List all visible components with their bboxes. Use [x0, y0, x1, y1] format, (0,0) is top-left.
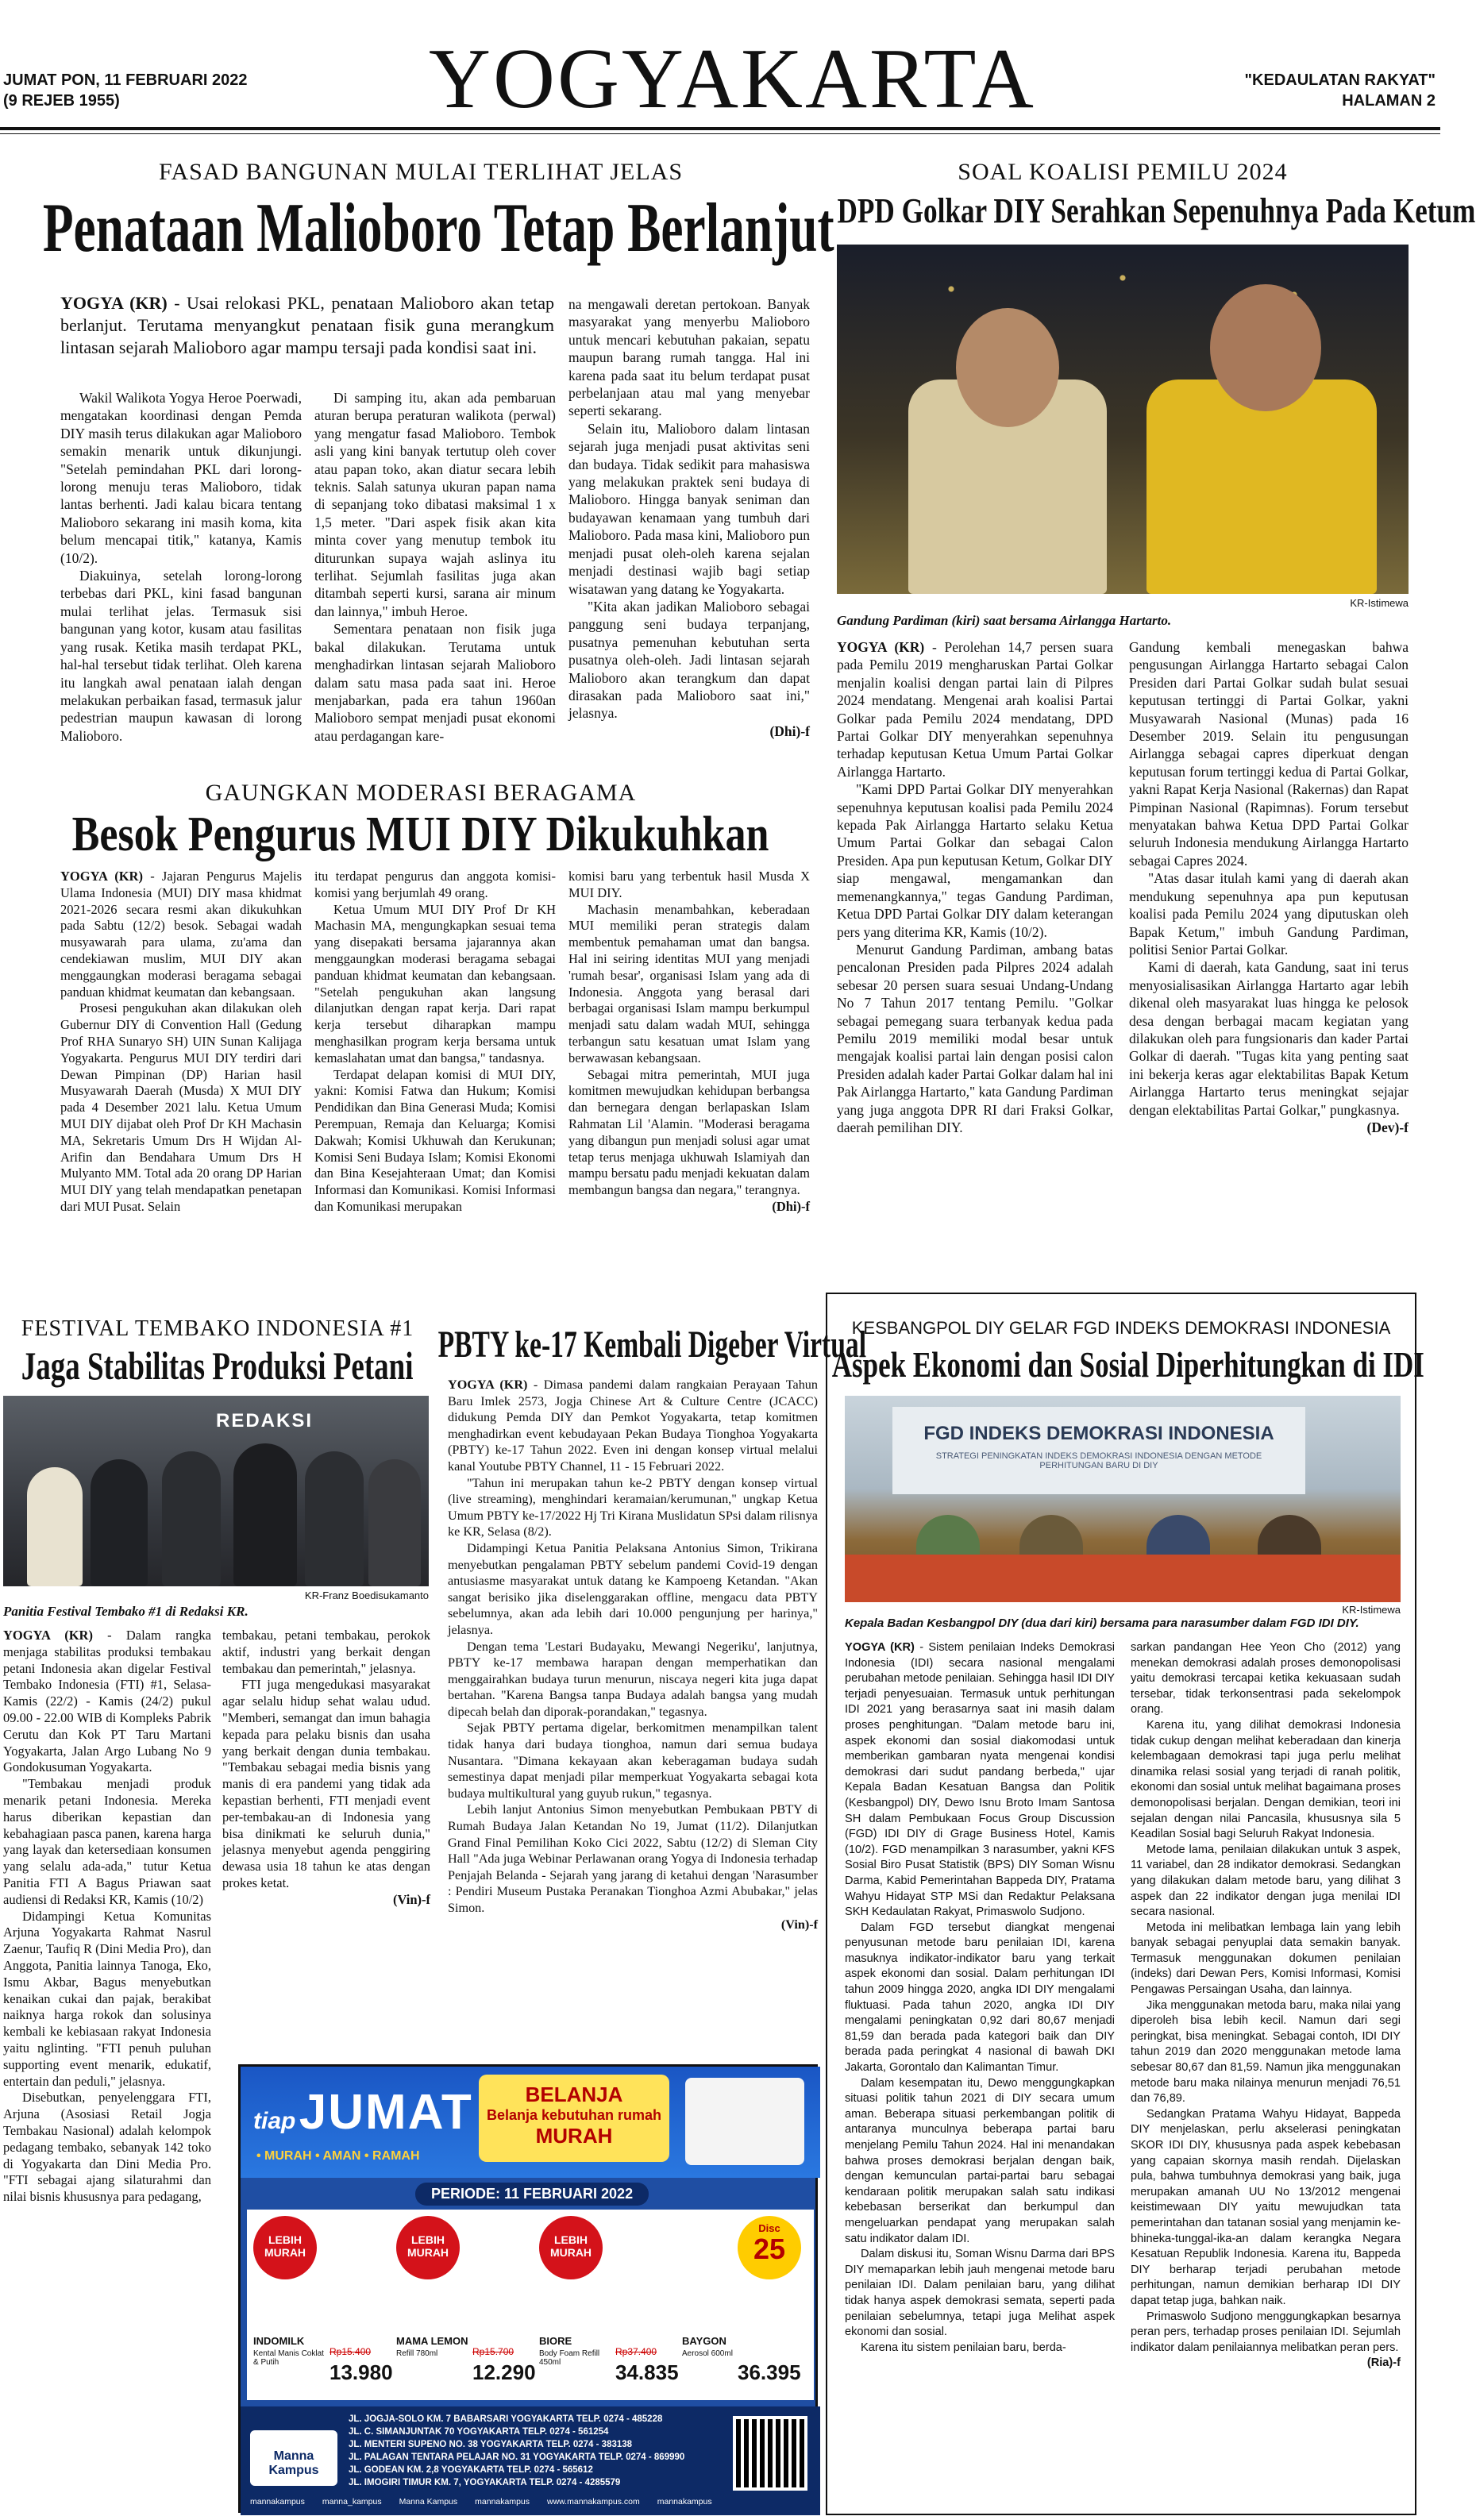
motto: "KEDAULATAN RAKYAT" — [1244, 71, 1436, 89]
product-desc: Aerosol 600ml — [682, 2349, 733, 2358]
paragraph: Kami di daerah, kata Gandung, saat ini terus menyosialisasikan Airlangga Hartarto agar lebih dikenal oleh masyarakat luas hingga ke pelosok desa dengan berbagai macam kegiatan yang dilakukan oleh para fungsionaris dan kader Partai Golkar di daerah. "Tugas kita yang penting saat ini bekerja keras agar elektabilitas Bapak Ketum Airlangga Hartarto terus meningkat sejajar dengan elektabilitas Partai Golkar," pungkasnya. — [1129, 959, 1409, 1118]
banner-subtitle: STRATEGI PENINGKATAN INDEKS DEMOKRASI INDONESIA DENGAN METODE PERHITUNGAN BARU DI DIY — [935, 1451, 1262, 1470]
ad-brand-title: JUMAT — [299, 2085, 473, 2140]
person — [233, 1443, 297, 1586]
paragraph: "Atas dasar itulah kami yang di daerah akan mendukung sepenuhnya apa pun keputusan koalisi pada Pemilu 2024 yang diputuskan oleh Bapak Ketum," imbuh Gandung Pardiman, politisi Senior Partai Golkar. — [1129, 870, 1409, 958]
paragraph: - Dalam rangka menjaga stabilitas produksi tembakau petani Indonesia akan digelar Festival Tembako Indonesia (FTI) #1, Selasa-Kamis (22/2) - Kamis (24/2) pukul 09.00 - 22.00 WIB di Kompleks Pabrik Cerutu dan Kok PT Taru Martani Yogyakarta, Jalan Argo Lubang No 9 Gondokusuman Yogyakarta. — [3, 1628, 211, 1775]
paragraph: - Perolehan 14,7 persen suara pada Pemilu 2019 mengharuskan Partai Golkar menjalin koalisi dengan partai lain di Pilpres 2024 mendatang. Mengenai arah koalisi Partai Golkar pada Pemilu 2024 mendatang, DPD Partai Golkar DIY menyerahkan sepenuhnya terhadap keputusan Ketua Umum Partai Golkar Airlangga Hartarto. — [837, 639, 1113, 780]
product-old-price: Rp37.400 — [615, 2346, 657, 2357]
author-sign: (Ria)-f — [1366, 2356, 1401, 2370]
paragraph: Primaswolo Sudjono menggungkapkan besarnya peran pers, terhadap proses penilaian IDI. Sejumlah indikator dalam penilaiannya melibatkan peran pers. — [1131, 2310, 1401, 2354]
paragraph: Didampingi Ketua Panitia Pelaksana Antonius Simon, Trikirana menyebutkan pengalaman PBTY sebelum pandemi Covid-19 dengan antusiasme masyarakat untuk datang ke Kampoeng Ketandan. "Akan sangat berisiko jika diselenggarakan offline, mengacu data PBTY sebelumnya, akan ada lebih dari 10.000 pengunjung per harinya," jelasnya. — [448, 1540, 818, 1637]
article1-lead — [60, 292, 554, 359]
paragraph: Dengan tema 'Lestari Budayaku, Mewangi Negeriku', lanjutnya, PBTY ke-17 membawa harapan dengan memperhatikan dan menggairahkan budaya turun menurun, niscaya negeri kita juga dapat bertahan. "Karena Bangsa tanpa Budaya adalah bangsa yang mudah dipecah belah dan diporak-porandakan," tegasnya. — [448, 1639, 818, 1719]
paragraph: komisi baru yang terbentuk hasil Musda X MUI DIY. — [568, 869, 810, 900]
address-line: JL. PALAGAN TENTARA PELAJAR NO. 31 YOGYAKARTA TELP. 0274 - 869990 — [349, 2453, 685, 2462]
store-logo: Manna Kampus — [250, 2430, 337, 2486]
paragraph: "Kami DPD Partai Golkar DIY menyerahkan sepenuhnya keputusan koalisi pada Pemilu 2024 kepada Pak Airlangga Hartarto selaku Ketua Umum Partai Golkar dan sebagai Calon Presiden. Apa pun keputusan Ketum, Golkar DIY siap mengawal, mengamankan dan memenangkannya," tegas Gandung Pardiman, Ketua DPD Partai Golkar DIY dalam keterangan pers yang diterima KR, Kamis (10/2). — [837, 781, 1113, 940]
paragraph: Metoda ini melibatkan lembaga lain yang lebih banyak sebagai penyuplai data semakin banyak. Termasuk menggunakan dokumen penilaian (indeks) dari Dewan Pers, Komisi Informasi, Komisi Pengawas Persaingan Usaha, dan lainnya. — [1131, 1921, 1401, 1997]
article6-headline: Aspek Ekonomi dan Sosial Diperhitungkan di IDI — [831, 1344, 1424, 1385]
person — [91, 1459, 148, 1586]
article5-body — [448, 1377, 818, 1932]
product-name: BAYGON — [682, 2335, 726, 2347]
article2-kicker: GAUNGKAN MODERASI BERAGAMA — [205, 780, 637, 806]
social-link: Manna Kampus — [399, 2497, 458, 2507]
paragraph: Sebagai mitra pemerintah, MUI juga komitmen mewujudkan kehidupan berbangsa dan bernegara dengan berlapaskan Islam Rahmatan Lil 'Alamin. "Moderasi beragama yang dibangun pun menjadi solusi agar umat tetap terus menjaga ukhuwah Islamiyah dan mampu bersatu padu menjadi kekuatan dalam membangun bangsa dan negara," terangnya. — [568, 1066, 810, 1198]
article5-headline: PBTY ke-17 Kembali Digeber Virtual — [437, 1324, 867, 1366]
article1-col1 — [60, 389, 302, 745]
paragraph: itu terdapat pengurus dan anggota komisi-komisi yang berjumlah 49 orang. — [314, 869, 556, 900]
product-biore — [539, 2216, 679, 2395]
product-price: 34.835 — [615, 2360, 679, 2384]
face-gandung — [956, 308, 1059, 427]
article3-headline: DPD Golkar DIY Serahkan Sepenuhnya Pada Ketum — [837, 191, 1476, 230]
paragraph: Machasin menambahkan, keberadaan MUI memiliki peran strategis dalam membentuk pemahaman umat dan bangsa. Hal ini seiring identitas MUI yang menjadi 'rumah besar', organisasi Islam yang ada di Indonesia. Anggota yang berasal dari berbagai organisasi Islam mampu berkumpul menjadi satu dalam wadah MUI, sehingga terbangun satu kesatuan umat Islam yang berwawasan kebangsaan. — [568, 901, 810, 1065]
face-airlangga — [1210, 284, 1321, 411]
ad-footer — [241, 2406, 820, 2515]
product-baygon — [682, 2216, 809, 2395]
photo-caption: Panitia Festival Tembako #1 di Redaksi KR. — [3, 1604, 249, 1619]
paragraph: sarkan pandangan Hee Yeon Cho (2012) yang menekan demokrasi adalah proses demonopolisasi yaitu demokrasi tercapai ketika kekuasaan sudah tersebar, tidak terkonsentrasi pada sekelompok orang. — [1131, 1641, 1401, 1717]
article4-headline: Jaga Stabilitas Produksi Petani — [21, 1343, 414, 1388]
paragraph: FTI juga mengedukasi masyarakat agar selalu hidup sehat walau udud. "Memberi, semangat dan imun bahagia kepada para pelaku bisnis dan usaha yang berkait dengan dunia tembakau. "Tembakau sebagai media bisnis yang manis di era pandemi yang tidak ada kepastian berhenti, FTI menjadi event per-tembakau-an di Indonesia yang bisa dinikmati ke seluruh dunia," jelasnya menyebut agenda penggiring dewasa usia 18 tahun ke atas dengan prokes ketat. — [222, 1677, 430, 1890]
manna-kampus-ad — [238, 2064, 818, 2513]
ad-bag — [685, 2078, 804, 2165]
ad-period: PERIODE: 11 FEBRUARI 2022 — [415, 2183, 649, 2206]
paragraph: Karena itu, yang dilihat demokrasi Indonesia tidak cukup dengan melihat keberadaan dan kinerja kelembagaan demokrasi tapi juga perlu melihat dinamika relasi sosial yang terjadi di ranah politik, ekonomi dan sosial untuk melihat bagaimana proses demonopolisasi berjalan. Dengan demikian, teori ini sejalan dengan nilai Pancasila, khususnya sila 5 Keadilan Sosial bagi Seluruh Rakyat Indonesia. — [1131, 1718, 1401, 1841]
person — [368, 1459, 421, 1586]
fgd-photo — [845, 1396, 1401, 1602]
paragraph: - Jajaran Pengurus Majelis Ulama Indonesia (MUI) DIY masa khidmat 2021-2026 secara resmi akan dikukuhkan pada Sabtu (12/2) besok. Sebagai wadah musyawarah para ulama, zu'ama dan cendekiawan muslim, MUI DIY akan menggaungkan moderasi beragama sebagai panduan khidmat keumatan dan kebangsaan. — [60, 869, 303, 1000]
paragraph: tembakau, petani tembakau, perokok aktif, industri yang berkait dengan tembakau dan pemerintah," jelasnya. — [222, 1628, 430, 1676]
paragraph: Sedangkan Pratama Wahyu Hidayat, Bappeda DIY menjelaskan, perlu akselerasi peningkatan SKOR IDI DIY, khususnya pada aspek kebebasan yang capaian skornya masih rendah. Dijelaskan pula, bahwa tumbuhnya demokrasi yang baik, juga merupakan amanah UU No 13/2012 mengenai keistimewaan DIY yaitu mewujudkan tata pemerintahan dan tatanan sosial yang menjamin ke-bhineka-tunggal-ika-an dalam kerangka Negara Kesatuan Republik Indonesia. Karena itu, Bappeda DIY berharap terjadi perubahan metode perhitungan, namun demikian berharap IDI DIY dapat tetap juga, bahkan naik. — [1131, 2107, 1401, 2307]
masthead-rule-thin — [0, 133, 1440, 134]
paragraph: - Sistem penilaian Indeks Demokrasi Indonesia (IDI) secara nasional mengalami perubahan metode penilaian. Sehingga hasil IDI DIY terjadi penyesuaian. Termasuk untuk perhitungan IDI 2021 yang berasarnya saat ini masih dalam proses penghitungan. "Dalam metode baru ini, aspek ekonomi dan sosial diakomodasi untuk memberikan gambaran nyata mengenai kondisi demokrasi dari sudut pandang berbeda," ujar Kepala Badan Kesatuan Bangsa dan Politik (Kesbangpol) DIY, Dewo Isnu Broto Imam Santosa SH dalam Pembukaan Focus Group Discussion (FGD) IDI DIY di Grage Business Hotel, Kamis (10/2). FGD menampilkan 3 narasumber, yakni KFS Sosial Biro Pusat Statistik (BPS) DIY Soman Wisnu Darma, Kabid Pemerintahan Bappeda DIY, Pratama Wahyu Hidayat STP MSi dan Redaktur Pelaksana SKH Kedaulatan Rakyat, Primaswolo Sudjono. — [845, 1641, 1115, 1919]
address-list — [349, 2413, 714, 2489]
paragraph: Menurut Gandung Pardiman, ambang batas pencalonan Presiden pada Pilpres 2024 adalah sebesar 20 persen suara sesuai Undang-Undang No 7 Tahun 2017 tentang Pemilu. "Golkar sebagai pemegang suara terbanyak kedua pada Pemilu 2019 memiliki modal besar untuk mengajak koalisi partai lain dengan posisi calon Presiden adalah kader Partai Golkar dalam hal ini Pak Airlangga Hartarto," kata Gandung Pardiman yang juga anggota DPR RI dari Fraksi Golkar, daerah pemilihan DIY. — [837, 941, 1113, 1135]
ad-brand-prefix: tiap — [253, 2108, 296, 2134]
product-name: BIORE — [539, 2335, 572, 2347]
qr-code-icon — [733, 2416, 807, 2491]
redaksi-sign: REDAKSI — [216, 1410, 314, 1431]
article1-headline: Penataan Malioboro Tetap Berlanjut — [42, 190, 834, 267]
paragraph: Dalam FGD tersebut diangkat mengenai penyusunan metode baru penilaian IDI, karena masuknya indikator-indikator baru yang terkait aspek ekonomi dan sosial. Dalam perhitungan IDI tahun 2009 hingga 2020, angka IDI DIY mengalami fluktuasi. Pada tahun 2020, angka IDI DIY mengalami peningkatan 0,92 dari 80,67 menjadi 81,59 dan berada pada kategori baik dan DIY berada pada peringkat 4 nasional di bawah DKI Jakarta, Gorontalo dan Kalimantan Timur. — [845, 1921, 1115, 2075]
address-line: JL. GODEAN KM. 2,8 YOGYAKARTA TELP. 0274 - 565612 — [349, 2465, 593, 2475]
banner-title: FGD INDEKS DEMOKRASI INDONESIA — [923, 1423, 1274, 1444]
golkar-photo — [837, 245, 1409, 594]
article1-col3 — [568, 295, 810, 740]
masthead-rule — [0, 127, 1440, 130]
lead-text: - Usai relokasi PKL, penataan Malioboro akan tetap berlanjut. Terutama menyangkut penataan fisik guna merangkum lintasan sejarah Malioboro agar mampu tersaji pada kondisi saat ini. — [60, 293, 555, 357]
address-line: JL. IMOGIRI TIMUR KM. 7, YOGYAKARTA TELP. 0274 - 4285579 — [349, 2478, 621, 2487]
disc-badge — [738, 2216, 801, 2279]
dateline: YOGYA (KR) — [837, 639, 925, 655]
product-desc: Kental Manis Coklat & Putih — [253, 2349, 324, 2367]
address-line: JL. JOGJA-SOLO KM. 7 BABARSARI YOGYAKARTA TELP. 0274 - 485228 — [349, 2414, 663, 2424]
article2-col2 — [314, 869, 556, 1216]
masthead-title: YOGYAKARTA — [429, 32, 1036, 126]
paragraph: - Dimasa pandemi dalam rangkaian Perayaan Tahun Baru Imlek 2573, Jogja Chinese Art & Culture Centre (JCACC) didukung Pemda DIY dan Pemkot Yogyakarta, tetap komitmen menghadirkan event kebudayaan Pekan Budaya Tionghoa Yogyakarta (PBTY) ke-17 Tahun 2022. Even ini dengan konsep virtual melalui kanal Youtube PBTY Channel, 11 - 15 Februari 2022. — [448, 1378, 818, 1474]
fgd-banner — [892, 1407, 1305, 1494]
product-old-price: Rp15.700 — [472, 2346, 514, 2357]
article4-col2 — [222, 1628, 430, 1909]
paragraph: Sementara penataan non fisik juga bakal dilakukan. Terutama untuk menghadirkan lintasan sejarah Malioboro dalam satu masa pada saat ini. Heroe menjabarkan, pada era tahun 1960an Malioboro sempat menjadi pusat ekonomi atau perdagangan kare- — [314, 621, 556, 744]
article3-kicker: SOAL KOALISI PEMILU 2024 — [958, 159, 1288, 185]
article6-col1 — [845, 1640, 1115, 2356]
social-links — [250, 2497, 814, 2507]
paragraph: Jika menggunakan metoda baru, maka nilai yang diperoleh bisa lebih kecil. Namun dari segi peringkat, bisa meningkat. Sebagai contoh, IDI DIY tahun 2019 dan 2020 menggunakan metode lama sebesar 80,67 dan 81,59. Namun jika menggunakan metode baru maka nilainya menurun menjadi 76,51 dan 76,89. — [1131, 1998, 1401, 2106]
paragraph: Lebih lanjut Antonius Simon menyebutkan Pembukaan PBTY di Rumah Budaya Jalan Ketandan No 19, Jumat (11/2). Dilanjutkan Grand Final Pemilihan Koko Cici 2022, Sabtu (12/2) di Sleman City Hall "Ada juga Webinar Perlawanan orang Yogya di Indonesia terhadap Penjajah Belanda - Sejarah yang jarang di ketahui dengan 'Narasumber : Pendiri Museum Pustaka Peranakan Tionghoa Azmi Abubakar," jelas Simon. — [448, 1802, 818, 1915]
article2-headline: Besok Pengurus MUI DIY Dikukuhkan — [72, 807, 769, 861]
article2-col1 — [60, 869, 302, 1216]
paragraph: "Kita akan jadikan Malioboro sebagai panggung seni budaya terpanjang, pusatnya pemenuhan kebutuhan serta pusatnya oleh-oleh. Jadi lintasan sejarah Malioboro akan terangkum dan dapat dirasakan pada Malioboro saat ini," jelasnya. — [568, 598, 810, 722]
person-airlangga — [1147, 380, 1377, 594]
paragraph: Didampingi Ketua Komunitas Arjuna Yogyakarta Rahmat Nasrul Zaenur, Taufiq R (Dini Media Pro), dan Anggota, Panitia lainnya Tanoga, Eko, Ismu Akbar, Bagus menyebutkan kenaikan cukai dan pajak, berakibat naiknya harga rokok dan solusinya kembali ke kebiasaan rakyat Indonesia yaitu nglinting. "FTI penuh puluhan supporting event menarik, edukatif, entertain dan peduli," jelasnya. — [3, 1908, 211, 2089]
person — [162, 1451, 221, 1586]
masthead-date — [3, 70, 248, 111]
ad-badge-top: BELANJA — [525, 2083, 623, 2106]
paragraph: Ketua Umum MUI DIY Prof Dr KH Machasin MA, mengungkapkan sesuai tema yang disepakati bersama jajarannya akan menggaungkan moderasi beragama sebagai panduan khidmat keumatan dan kebangsaan. "Setelah pengukuhan akan langsung dilanjutkan dengan rapat kerja. Dari rapat kerja tersebut diharapkan mampu menghasilkan program kerja bersama untuk kemaslahatan umat dan bangsa," tandasnya. — [314, 901, 556, 1065]
product-name: MAMA LEMON — [396, 2335, 468, 2347]
product-desc: Refill 780ml — [396, 2349, 438, 2358]
photo-credit: KR-Istimewa — [1350, 597, 1409, 609]
ad-promo-title: Belanja kebutuhan rumah — [486, 2107, 662, 2123]
photo-caption: Kepala Badan Kesbangpol DIY (dua dari kiri) bersama para narasumber dalam FGD IDI DIY. — [845, 1616, 1359, 1630]
social-link: manna_kampus — [322, 2497, 382, 2507]
tembako-photo — [3, 1396, 429, 1586]
disc-value: 25 — [753, 2233, 786, 2265]
disc-label: Disc — [758, 2222, 780, 2234]
paragraph: Gandung kembali menegaskan bahwa pengusungan Airlangga Hartarto sebagai Calon Presiden dari Partai Golkar sudah bulat sesuai keputusan tertinggi di Partai Golkar, yakni Musyawarah Nasional (Munas) pada 16 Desember 2019. Selain itu pengusungan Airlangga sebagai capres diperkuat dengan keputusan forum tertinggi kedua di Partai Golkar, yakni Rapat Kerja Nasional (Rakernas) dan Rapat Pimpinan Nasional (Rapimnas). Forum tersebut menyatakan bahwa Ketua DPD Partai Golkar seluruh Indonesia mendukung Airlangga Hartarto sebagai Capres 2024. — [1129, 639, 1409, 869]
paragraph: Karena itu sistem penilaian baru, berda- — [861, 2341, 1066, 2354]
address-line: JL. C. SIMANJUNTAK 70 YOGYAKARTA TELP. 0274 - 561254 — [349, 2427, 609, 2437]
dateline: YOGYA (KR) — [60, 869, 143, 884]
article6-col2 — [1131, 1640, 1401, 2372]
dateline: YOGYA (KR) — [3, 1628, 93, 1643]
article4-kicker: FESTIVAL TEMBAKO INDONESIA #1 — [21, 1316, 414, 1341]
page-number: HALAMAN 2 — [1342, 92, 1436, 110]
author-sign: (Vin)-f — [392, 1891, 430, 1907]
product-label: LEBIH MURAH — [253, 2216, 317, 2279]
article6-kicker: KESBANGPOL DIY GELAR FGD INDEKS DEMOKRASI INDONESIA — [851, 1318, 1391, 1338]
ad-tagline: • MURAH • AMAN • RAMAH — [256, 2149, 420, 2163]
ad-top — [241, 2067, 820, 2178]
issue-date: JUMAT PON, 11 FEBRUARI 2022 — [3, 71, 248, 89]
photo-credit: KR-Istimewa — [1342, 1604, 1401, 1616]
article1-col2 — [314, 389, 556, 745]
desk — [845, 1555, 1401, 1602]
product-price: 13.980 — [329, 2360, 393, 2384]
social-link: mannakampus — [475, 2497, 530, 2507]
paragraph: Wakil Walikota Yogya Heroe Poerwadi, mengatakan koordinasi dengan Pemda DIY masih terus dilakukan agar Malioboro semakin menarik untuk dikunjungi. "Setelah pemindahan PKL dari lorong-lorong menuju teras Malioboro, tidak lantas berhenti. Jadi kalau bicara tentang Malioboro sekarang ini masih koma, kita belum mencapai titik," katanya, Kamis (10/2). — [60, 390, 302, 566]
article3-col2 — [1129, 638, 1409, 1136]
ad-banner — [479, 2075, 669, 2162]
article1-kicker: FASAD BANGUNAN MULAI TERLIHAT JELAS — [158, 159, 684, 185]
social-link: mannakampus — [657, 2497, 712, 2507]
paragraph: Prosesi pengukuhan akan dilakukan oleh Gubernur DIY di Convention Hall (Gedung Prof RHA Sunaryo SH) UIN Sunan Kalijaga Yogyakarta. Pengurus MUI DIY terdiri dari Dewan Pimpinan (DP) Harian hasil Musyawarah Daerah (Musda) X MUI DIY pada 4 Desember 2021 lalu. Ketua Umum MUI DIY dijabat oleh Prof Dr KH Machasin MA, Sekretaris Umum Drs H Wijdan Al-Arifin dan Bendahara Umum Drs H Mulyanto MM. Total ada 20 orang DP Harian MUI DIY yang telah mendapatkan penetapan dari MUI Pusat. Selain — [60, 1000, 302, 1214]
product-label: LEBIH MURAH — [396, 2216, 460, 2279]
product-mama-lemon — [396, 2216, 536, 2395]
paragraph: Di samping itu, akan ada pembaruan aturan berupa peraturan walikota (perwal) yang mengatur fasad Malioboro. Tembok asli yang kini banyak tertutup oleh cover atau papan toko, akan diatur secara lebih teknis. Salah satunya ukuran papan nama di sepanjang toko dibatasi maksimal 1 x 1,5 meter. "Dari aspek fisik akan kita minta cover yang menutup tembok itu diturunkan supaya wajah aslinya itu terlihat. Sejumlah fasilitas juga akan ditambah seperti kursi, sarana air minum dan lainnya," imbuh Heroe. — [314, 390, 556, 619]
product-desc: Body Foam Refill 450ml — [539, 2349, 600, 2367]
paragraph: "Tahun ini merupakan tahun ke-2 PBTY dengan konsep virtual (live streaming), menghindari keramaian/kerumunan," ungkap Ketua Umum PBTY ke-17/2022 Hj Tri Kirana Muslidatun SPsi dalam rilisnya ke KR, Selasa (8/2). — [448, 1475, 818, 1539]
product-price: 12.290 — [472, 2360, 536, 2384]
product-name: INDOMILK — [253, 2335, 305, 2347]
author-sign: (Dev)-f — [1366, 1119, 1409, 1135]
dateline: YOGYA (KR) — [448, 1378, 528, 1392]
paragraph: Selain itu, Malioboro dalam lintasan sejarah juga menjadi pusat aktivitas seni dan budaya. Tidak sedikit para mahasiswa yang melakukan praktek seni budaya di Malioboro. Hingga banyak seniman dan budayawan kenamaan yang tumbuh dari Malioboro. Pada masa kini, Malioboro pun menjadi pusat oleh-oleh karena sejalan menjadi destinasi wajib bagi setiap wisatawan yang datang ke Yogyakarta. — [568, 420, 810, 597]
ad-brand — [253, 2084, 473, 2140]
product-indomilk — [253, 2216, 393, 2395]
product-label: LEBIH MURAH — [539, 2216, 603, 2279]
paragraph: Metode lama, penilaian dilakukan untuk 3 aspek, 11 variabel, dan 28 indikator demokrasi. Sedangkan yang dilakukan dalam metode baru, yang dilihat 3 aspek dan 22 indikator dengan juga menilai IDI secara nasional. — [1131, 1843, 1401, 1919]
paragraph: Disebutkan, penyelenggara FTI, Arjuna (Asosiasi Retail Jogja Tembakau Nasional) adalah kelompok pedagang tembako, sebanyak 142 toko di Yogyakarta dan Dini Media Pro. "FTI sebagai ajang silaturahmi dan nilai bisnis khususnya para pedagang, — [3, 2090, 211, 2205]
paragraph: na mengawali deretan pertokoan. Banyak masyarakat yang menyerbu Malioboro untuk mencari kebutuhan pakaian, sepatu maupun barang rumah tangga. Hal ini karena pada saat itu belum terdapat pusat perbelanjaan atau mal yang menyebar seperti sekarang. — [568, 296, 810, 419]
hijri-date: (9 REJEB 1955) — [3, 92, 120, 110]
paragraph: Terdapat delapan komisi di MUI DIY, yakni: Komisi Fatwa dan Hukum; Komisi Pendidikan dan Bina Generasi Muda; Komisi Perempuan, Remaja dan Keluarga; Komisi Dakwah; Komisi Ukhuwah dan Kerukunan; Komisi Seni Budaya Islam; Komisi Ekonomi dan Bina Kesejahteraan Umat; dan Komisi Informasi dan Komunikasi. Komisi Informasi dan Komunikasi merupakan — [314, 1066, 556, 1214]
product-price: 36.395 — [738, 2360, 801, 2384]
photo-caption: Gandung Pardiman (kiri) saat bersama Airlangga Hartarto. — [837, 613, 1172, 628]
article2-col3 — [568, 869, 810, 1216]
person — [305, 1451, 364, 1586]
article3-col1 — [837, 638, 1113, 1136]
social-link: www.mannakampus.com — [547, 2497, 640, 2507]
address-line: JL. MENTERI SUPENO NO. 38 YOGYAKARTA TELP. 0274 - 383138 — [349, 2440, 633, 2449]
paragraph: Diakuinya, setelah lorong-lorong terbebas dari PKL, kini fasad bangunan mulai terlihat jelas. Termasuk sisi bangunan yang kotor, kusam atau fasilitas yang rusak. Ketika masih terdapat PKL, hal-hal tersebut tidak terlihat. Oleh karena itu langkah awal penataan ialah dengan melakukan perbaikan fasad, termasuk jalur pedestrian maupun kawasan di lorong Malioboro. — [60, 568, 302, 744]
ad-badge-mid: MURAH — [535, 2124, 613, 2148]
paragraph: Dalam diskusi itu, Soman Wisnu Darma dari BPS DIY memaparkan lebih jauh mengenai metode baru penilaian IDI. Dalam penilaian baru, yang dilihat tidak hanya aspek demokrasi semata, seperti pada penilaian sebelumnya, tetapi juga Melihat aspek ekonomi dan sosial. — [845, 2248, 1115, 2339]
dateline: YOGYA (KR) — [60, 293, 168, 313]
dateline: YOGYA (KR) — [845, 1641, 915, 1654]
paragraph: Dalam kesempatan itu, Dewo menggungkapkan situasi politik tahun 2021 di DIY secara umum aman. Beberapa situasi perkembangan politik di antaranya munculnya beberapa partai baru menjelang Pemilu Tahun 2024. Hal ini menandakan bahwa proses demokrasi berjalan dengan baik, dengan kemunculan partai-partai baru sebagai kendaraan politik merupakan salah satu indikasi kebebasan berserikat dan berkumpul dan mengeluarkan pendapat yang merupakan salah satu indikator dalam IDI. — [845, 2076, 1115, 2245]
masthead-right — [1245, 70, 1436, 111]
author-sign: (Vin)-f — [780, 1917, 818, 1932]
author-sign: (Dhi)-f — [772, 1198, 810, 1214]
photo-credit: KR-Franz Boedisukamanto — [304, 1589, 429, 1601]
paragraph: Sejak PBTY pertama digelar, berkomitmen menampilkan talent tidak hanya dari budaya tionghoa, namun dari semua budaya Nusantara. "Dimana kekayaan akan keberagaman budaya sudah semestinya dapat menjadi pilar memperkuat Yogyakarta sebagai kota budaya multikultural yang guyub rukun," tegasnya. — [448, 1720, 818, 1801]
paragraph: "Tembakau menjadi produk menarik petani Indonesia. Mereka harus diberikan kepastian dan kebahagiaan pasca panen, karena harga yang layak dan ketersediaan konsumen yang selalu ada-ada," tutur Ketua Panitia FTI A Bagus Priawan saat audiensi di Redaksi KR, Kamis (10/2) — [3, 1776, 211, 1907]
ad-products — [247, 2210, 814, 2400]
product-old-price: Rp15.400 — [329, 2346, 372, 2357]
author-sign: (Dhi)-f — [769, 722, 810, 739]
person — [27, 1467, 83, 1586]
social-link: mannakampus — [250, 2497, 305, 2507]
article4-col1 — [3, 1628, 211, 2206]
